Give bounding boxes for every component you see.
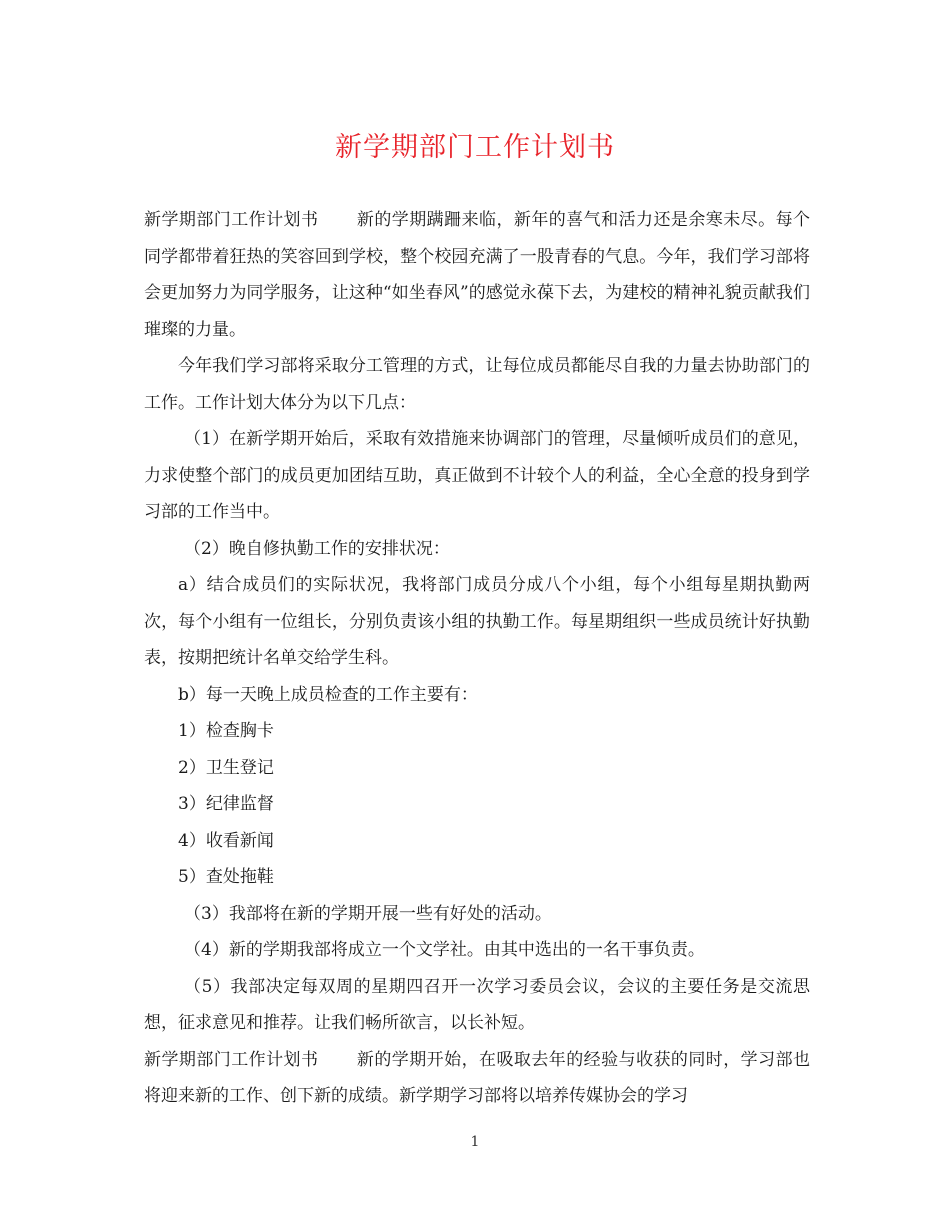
list-item: 4）收看新闻 [178,830,274,851]
paragraph: a）结合成员们的实际状况，我将部门成员分成八个小组，每个小组每星期执勤两次，每个小组有一位组长，分别负责该小组的执勤工作。每星期组织一些成员统计好执勤表，按期把统计名单交给学生科。 [144,575,810,668]
list-item: 1）检查胸卡 [178,721,274,741]
paragraph-intro [144,202,810,348]
list-item: 2）卫生登记 [178,757,274,778]
paragraph: （1）在新学期开始后，采取有效措施来协调部门的管理，尽量倾听成员们的意见，力求使整个部门的成员更加团结互助，真正做到不计较个人的利益，全心全意的投身到学习部的工作当中。 [144,429,810,522]
paragraph: （5）我部决定每双周的星期四召开一次学习委员会议，会议的主要任务是交流思想，征求意见和推荐。让我们畅所欲言，以长补短。 [144,976,810,1033]
intro-label: 新学期部门工作计划书 [144,210,319,230]
paragraph-second-section [144,1042,810,1115]
paragraph: （3）我部将在新的学期开展一些有好处的活动。 [184,903,552,924]
page-number: 1 [470,1134,480,1150]
section-label: 新学期部门工作计划书 [144,1049,319,1070]
list-item: 5）查处拖鞋 [178,867,274,887]
list-item: 3）纪律监督 [178,794,274,814]
paragraph: 今年我们学习部将采取分工管理的方式，让每位成员都能尽自我的力量去协助部门的工作。工作计划大体分为以下几点： [144,356,810,413]
paragraph: （2）晚自修执勤工作的安排状况： [184,538,450,559]
document-title: 新学期部门工作计划书 [335,132,615,163]
paragraph: b）每一天晚上成员检查的工作主要有： [178,684,478,705]
document-body [144,202,810,1115]
paragraph: （4）新的学期我部将成立一个文学社。由其中选出的一名干事负责。 [184,940,705,960]
section-text: 新的学期开始，在吸取去年的经验与收获的同时，学习部也将迎来新的工作、创下新的成绩。新学期学习部将以培养传媒协会的学习 [144,1049,811,1106]
intro-text: 新的学期蹒跚来临，新年的喜气和活力还是余寒未尽。每个同学都带着狂热的笑容回到学校，整个校园充满了一股青春的气息。今年，我们学习部将会更加努力为同学服务，让这种“如坐春风”的感觉永葆下去，为建校的精神礼貌贡献我们璀璨的力量。 [144,210,811,340]
